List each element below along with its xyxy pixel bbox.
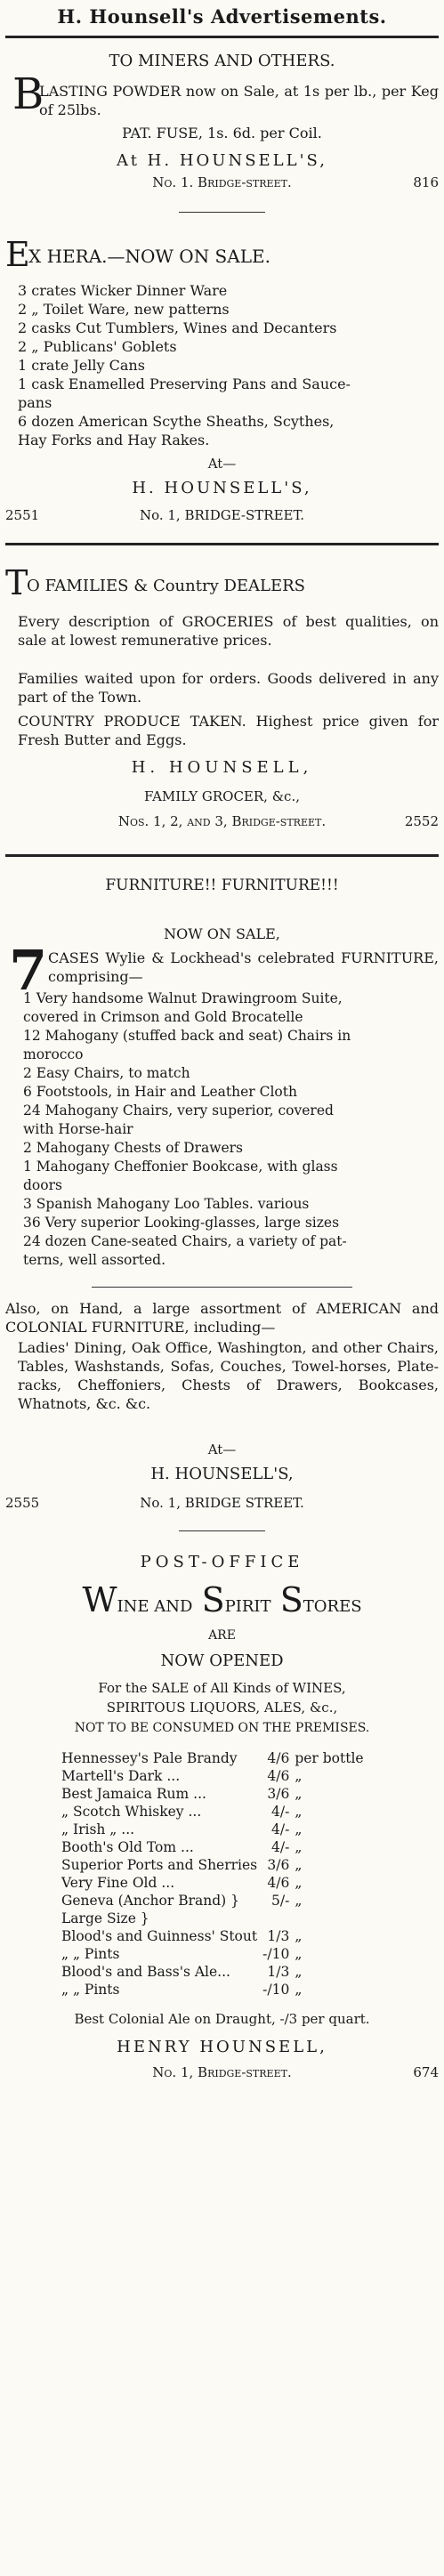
list-item: 6 dozen American Scythe Sheaths, Scythes, bbox=[18, 413, 335, 430]
ad4-end-rule bbox=[179, 1530, 265, 1531]
table-row bbox=[59, 1749, 367, 1767]
price-value: 4/- bbox=[271, 1804, 290, 1820]
table-row bbox=[59, 1874, 367, 1892]
ad5-name: HENRY HOUNSELL, bbox=[117, 2038, 327, 2056]
price-item-name: Martell's Dark ... bbox=[61, 1768, 181, 1784]
ad2-name: H. HOUNSELL'S, bbox=[132, 479, 312, 497]
price-item-name: Best Jamaica Rum ... bbox=[61, 1786, 206, 1802]
price-unit: „ bbox=[295, 1768, 303, 1784]
list-item: 2 Easy Chairs, to match bbox=[23, 1065, 190, 1081]
ad5-title-ine: INE AND bbox=[117, 1597, 193, 1616]
ad2-address: No. 1, BRIDGE-STREET. bbox=[139, 507, 305, 523]
price-value: 4/6 bbox=[267, 1768, 290, 1784]
ad4-intro: CASES Wylie & Lockhead's celebrated FURNITURE, comprising— bbox=[48, 949, 439, 985]
table-row bbox=[59, 1767, 367, 1785]
list-item: Hay Forks and Hay Rakes. bbox=[18, 432, 210, 448]
ad3-body-groceries: Every description of GROCERIES of best qualities, on sale at lowest remunerative prices. bbox=[18, 613, 439, 649]
price-value: 5/- bbox=[271, 1893, 290, 1909]
table-row bbox=[59, 1963, 367, 1981]
price-item-name: Booth's Old Tom ... bbox=[61, 1839, 194, 1855]
price-value: 1/3 bbox=[267, 1928, 290, 1944]
price-value: -/10 bbox=[262, 1982, 290, 1998]
list-item: 2 „ Toilet Ware, new patterns bbox=[18, 301, 230, 318]
ad5-sale-line3: NOT TO BE CONSUMED ON THE PREMISES. bbox=[74, 1721, 370, 1735]
ad4-heading: FURNITURE!! FURNITURE!!! bbox=[105, 876, 339, 894]
price-unit: „ bbox=[295, 1786, 303, 1802]
list-item: 3 crates Wicker Dinner Ware bbox=[18, 282, 228, 299]
price-value: 3/6 bbox=[267, 1786, 290, 1802]
price-value: 4/6 bbox=[267, 1750, 290, 1766]
ad4-number: 2555 bbox=[5, 1495, 40, 1511]
table-row bbox=[59, 1910, 367, 1927]
ad3-end-rule bbox=[5, 854, 439, 857]
ad3-trade: FAMILY GROCER, &c., bbox=[143, 788, 300, 804]
list-item: 1 Mahogany Cheffonier Bookcase, with glass bbox=[23, 1159, 338, 1175]
price-value bbox=[260, 1910, 292, 1927]
price-item-name: „ Irish „ ... bbox=[61, 1821, 135, 1837]
ad2-item-list bbox=[18, 281, 439, 449]
ad2-drop-cap: E bbox=[5, 235, 30, 274]
table-row bbox=[59, 1892, 367, 1910]
ad3-number: 2552 bbox=[404, 813, 439, 829]
price-item-name: Blood's and Guinness' Stout bbox=[61, 1928, 258, 1944]
ad4-item-list bbox=[23, 989, 439, 1270]
price-item-name: Geneva (Anchor Brand) } bbox=[61, 1893, 239, 1909]
ad1-heading: TO MINERS AND OTHERS. bbox=[109, 52, 335, 70]
ad4-also: Also, on Hand, a large assortment of AMERICAN and COLONIAL FURNITURE, including— bbox=[5, 1300, 439, 1336]
table-row bbox=[59, 1856, 367, 1874]
price-unit: „ bbox=[295, 1964, 303, 1980]
price-value: 4/6 bbox=[267, 1875, 290, 1891]
price-value: 3/6 bbox=[267, 1857, 290, 1873]
ad3-produce: COUNTRY PRODUCE TAKEN. Highest price given for Fresh Butter and Eggs. bbox=[18, 713, 439, 748]
table-row bbox=[59, 1981, 367, 1999]
price-item-name: Hennessey's Pale Brandy bbox=[61, 1750, 238, 1766]
price-unit: „ bbox=[295, 1946, 303, 1962]
price-item-name: Blood's and Bass's Ale... bbox=[61, 1964, 230, 1980]
table-row bbox=[59, 1803, 367, 1821]
price-item-name: „ Scotch Whiskey ... bbox=[61, 1804, 202, 1820]
page-title: H. Hounsell's Advertisements. bbox=[57, 5, 387, 28]
table-row bbox=[59, 1821, 367, 1838]
ad1-number: 816 bbox=[413, 174, 439, 190]
table-row bbox=[59, 1945, 367, 1963]
list-item: 36 Very superior Looking-glasses, large sizes bbox=[23, 1215, 340, 1231]
price-unit: „ bbox=[295, 1928, 303, 1944]
ad5-address: No. 1, Bridge-street. bbox=[152, 2064, 292, 2080]
price-unit: per bottle bbox=[295, 1750, 364, 1766]
ad3-heading: O FAMILIES & Country DEALERS bbox=[27, 577, 306, 595]
list-item: 24 dozen Cane-seated Chairs, a variety of pat- bbox=[23, 1233, 347, 1249]
price-value: 4/- bbox=[271, 1821, 290, 1837]
ad5-title-s2: S bbox=[279, 1580, 303, 1619]
price-list-table bbox=[59, 1749, 367, 1999]
list-item: 24 Mahogany Chairs, very superior, covered bbox=[23, 1102, 334, 1118]
ad4-drop-cap: 7 bbox=[9, 938, 48, 1003]
ad1-drop-cap: B bbox=[12, 69, 44, 119]
ad1-body: LASTING POWDER now on Sale, at 1s per lb., per Keg of 25lbs. bbox=[39, 83, 439, 118]
ad5-heading: POST-OFFICE bbox=[140, 1553, 304, 1571]
price-unit: „ bbox=[295, 1857, 303, 1873]
list-item: with Horse-hair bbox=[23, 1121, 133, 1137]
ad5-title-pirit: PIRIT bbox=[224, 1597, 271, 1616]
price-unit: „ bbox=[295, 1875, 303, 1891]
ad1-address: No. 1. Bridge-street. bbox=[152, 174, 292, 190]
price-item-name: Very Fine Old ... bbox=[61, 1875, 175, 1891]
list-item: 1 Very handsome Walnut Drawingroom Suite, bbox=[23, 990, 343, 1006]
price-item-name: „ „ Pints bbox=[61, 1982, 120, 1998]
list-item: 2 „ Publicans' Goblets bbox=[18, 338, 177, 355]
ad4-also-list: Ladies' Dining, Oak Office, Washington, and other Chairs, Tables, Washstands, Sofas, Couches, Towel-horses, Plate-racks, Cheffoniers, Chests of Drawers, Bookcases, Whatnots, &c. &c. bbox=[18, 1339, 439, 1412]
ad5-title bbox=[5, 1580, 439, 1619]
price-unit: „ bbox=[295, 1821, 303, 1837]
table-row bbox=[59, 1927, 367, 1945]
price-value: 4/- bbox=[271, 1839, 290, 1855]
list-item: 1 crate Jelly Cans bbox=[18, 357, 145, 374]
list-item: 1 cask Enamelled Preserving Pans and Sauce- bbox=[18, 375, 351, 392]
list-item: covered in Crimson and Gold Brocatelle bbox=[23, 1009, 303, 1025]
list-item: 6 Footstools, in Hair and Leather Cloth bbox=[23, 1084, 297, 1100]
price-unit: „ bbox=[295, 1804, 303, 1820]
price-unit: „ bbox=[295, 1839, 303, 1855]
ad5-sale-line2: SPIRITOUS LIQUORS, ALES, &c., bbox=[106, 1700, 338, 1716]
price-value: -/10 bbox=[262, 1946, 290, 1962]
list-item: 12 Mahogany (stuffed back and seat) Chairs in bbox=[23, 1028, 351, 1044]
ad4-at: At— bbox=[207, 1441, 237, 1458]
price-item-name: Superior Ports and Sherries bbox=[61, 1857, 258, 1873]
ad4-address: No. 1, BRIDGE STREET. bbox=[140, 1495, 304, 1511]
ad5-title-s: S bbox=[201, 1580, 225, 1619]
ad5-opened: NOW OPENED bbox=[160, 1651, 284, 1670]
ad5-colonial-ale: Best Colonial Ale on Draught, -/3 per quart. bbox=[74, 2011, 370, 2027]
price-value: 1/3 bbox=[267, 1964, 290, 1980]
ad3-address: Nos. 1, 2, and 3, Bridge-street. bbox=[117, 813, 327, 829]
list-item: terns, well assorted. bbox=[23, 1252, 166, 1268]
ad3-drop-cap: T bbox=[5, 563, 28, 602]
ad3-name: H. HOUNSELL, bbox=[131, 758, 313, 777]
ad5-number: 674 bbox=[413, 2064, 439, 2080]
price-unit: „ bbox=[295, 1893, 303, 1909]
list-item: pans bbox=[18, 394, 52, 411]
ad3-body-delivery: Families waited upon for orders. Goods delivered in any part of the Town. bbox=[18, 670, 439, 706]
table-row bbox=[59, 1838, 367, 1856]
ad5-are: ARE bbox=[208, 1628, 236, 1643]
list-item: morocco bbox=[23, 1046, 84, 1062]
ad5-title-w: W bbox=[82, 1580, 117, 1619]
ad5-title-tores: TORES bbox=[303, 1597, 362, 1616]
ad2-end-rule bbox=[5, 543, 439, 545]
price-unit bbox=[292, 1910, 366, 1927]
header-rule bbox=[5, 36, 439, 38]
list-item: 3 Spanish Mahogany Loo Tables. various bbox=[23, 1196, 310, 1212]
price-item-name: „ „ Pints bbox=[61, 1946, 120, 1962]
price-unit: „ bbox=[295, 1982, 303, 1998]
ad2-number: 2551 bbox=[5, 507, 40, 523]
table-row bbox=[59, 1785, 367, 1803]
ad4-subheading: NOW ON SALE, bbox=[164, 925, 280, 942]
ad4-mid-rule bbox=[92, 1287, 351, 1288]
ad2-at: At— bbox=[207, 456, 237, 472]
list-item: 2 casks Cut Tumblers, Wines and Decanters bbox=[18, 319, 337, 336]
ad1-fuse: PAT. FUSE, 1s. 6d. per Coil. bbox=[122, 125, 322, 141]
ad1-end-rule bbox=[179, 212, 265, 213]
ad4-name: H. HOUNSELL'S, bbox=[150, 1465, 294, 1483]
list-item: doors bbox=[23, 1177, 62, 1193]
ad1-at-name: At H. HOUNSELL'S, bbox=[117, 151, 327, 170]
ad2-heading: X HERA.—NOW ON SALE. bbox=[28, 246, 270, 267]
list-item: 2 Mahogany Chests of Drawers bbox=[23, 1140, 244, 1156]
ad5-sale-line1: For the SALE of All Kinds of WINES, bbox=[98, 1680, 346, 1696]
price-item-name: Large Size } bbox=[61, 1910, 149, 1926]
